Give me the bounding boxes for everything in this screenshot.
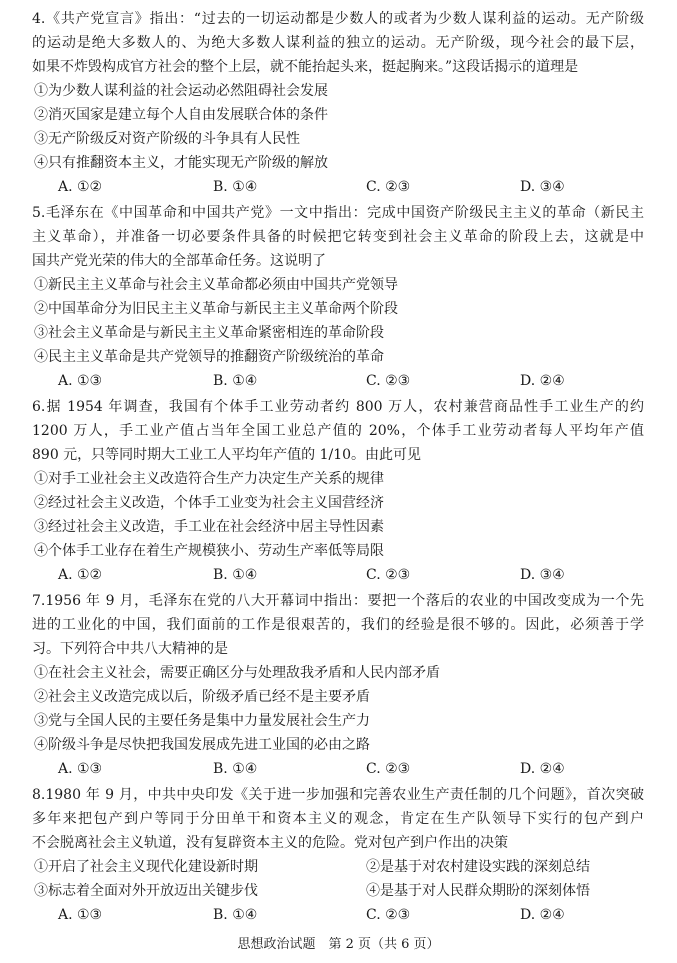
question-5-stem-line-1: 5.毛泽东在《中国革命和中国共产党》一文中指出：完成中国资产阶级民主主义的革命（新民主: [32, 205, 644, 221]
choice-b: B. ①④: [213, 567, 258, 583]
question-5-stem-line-3: 国共产党光荣的伟大的全部革命任务。这说明了: [32, 253, 326, 269]
choice-a: A. ①②: [58, 567, 103, 583]
question-6-option-4: ④个体手工业存在着生产规模狭小、劳动生产率低等局限: [34, 543, 384, 559]
question-8-option-4: ④是基于对人民群众期盼的深刻体悟: [366, 883, 590, 899]
choice-d: D. ②④: [520, 373, 565, 389]
question-8-stem-line-3: 不会脱离社会主义轨道，没有复辟资本主义的危险。党对包产到户作出的决策: [32, 835, 508, 851]
question-6-option-3: ③经过社会主义改造，手工业在社会经济中居主导性因素: [34, 519, 384, 535]
page-footer: 思想政治试题 第 2 页（共 6 页）: [237, 937, 440, 952]
question-7-option-3: ③党与全国人民的主要任务是集中力量发展社会生产力: [34, 713, 370, 729]
choice-c: C. ②③: [366, 907, 411, 923]
question-5-option-1: ①新民主主义革命与社会主义革命都必须由中国共产党领导: [34, 277, 398, 293]
question-5-stem-line-2: 主义革命），并准备一切必要条件具备的时候把它转变到社会主义革命的阶段上去，这就是中: [32, 229, 644, 245]
choice-d: D. ②④: [520, 907, 565, 923]
choice-b: B. ①④: [213, 761, 258, 777]
question-8-stem-line-2: 多年来把包产到户等同于分田单干和资本主义的观念，肯定在生产队领导下实行的包产到户: [32, 811, 644, 827]
choice-a: A. ①③: [58, 907, 103, 923]
choice-a: A. ①③: [58, 373, 103, 389]
question-7-option-2: ②社会主义改造完成以后，阶级矛盾已经不是主要矛盾: [34, 689, 370, 705]
choice-c: C. ②③: [366, 179, 411, 195]
question-5-option-4: ④民主主义革命是共产党领导的推翻资产阶级统治的革命: [34, 349, 384, 365]
question-4-option-4: ④只有推翻资本主义，才能实现无产阶级的解放: [34, 155, 328, 171]
question-7-option-4: ④阶级斗争是尽快把我国发展成先进工业国的必由之路: [34, 737, 370, 753]
question-8-option-1: ①开启了社会主义现代化建设新时期: [34, 859, 258, 875]
question-7-choices: [0, 758, 677, 780]
question-7-option-1: ①在社会主义社会，需要正确区分与处理敌我矛盾和人民内部矛盾: [34, 665, 440, 681]
choice-c: C. ②③: [366, 373, 411, 389]
choice-c: C. ②③: [366, 567, 411, 583]
question-4-stem-line-2: 的运动是绝大多数人的、为绝大多数人谋利益的独立的运动。无产阶级，现今社会的最下层，: [32, 35, 644, 51]
choice-a: A. ①②: [58, 179, 103, 195]
choice-d: D. ②④: [520, 761, 565, 777]
question-8-option-3: ③标志着全面对外开放迈出关键步伐: [34, 883, 258, 899]
question-4-option-3: ③无产阶级反对资产阶级的斗争具有人民性: [34, 131, 300, 147]
choice-d: D. ③④: [520, 567, 565, 583]
question-8-option-2: ②是基于对农村建设实践的深刻总结: [366, 859, 590, 875]
question-7-stem-line-1: 7.1956 年 9 月，毛泽东在党的八大开幕词中指出：要把一个落后的农业的中国改变成为一个先: [32, 593, 644, 609]
question-6-stem-line-1: 6.据 1954 年调查，我国有个体手工业劳动者约 800 万人，农村兼营商品性手工业生产的约: [32, 399, 644, 415]
question-4-stem-line-1: 4.《共产党宣言》指出：“过去的一切运动都是少数人的或者为少数人谋利益的运动。无产阶级: [32, 11, 644, 27]
choice-b: B. ①④: [213, 179, 258, 195]
question-4-option-1: ①为少数人谋利益的社会运动必然阻碍社会发展: [34, 83, 328, 99]
question-6-option-2: ②经过社会主义改造，个体手工业变为社会主义国营经济: [34, 495, 384, 511]
question-8-options-row-1: [0, 856, 677, 878]
question-5-option-3: ③社会主义革命是与新民主主义革命紧密相连的革命阶段: [34, 325, 384, 341]
choice-d: D. ③④: [520, 179, 565, 195]
question-6-choices: [0, 564, 677, 586]
question-4-option-2: ②消灭国家是建立每个人自由发展联合体的条件: [34, 107, 328, 123]
question-8-choices: [0, 904, 677, 926]
choice-b: B. ①④: [213, 907, 258, 923]
question-4-stem-line-3: 如果不炸毁构成官方社会的整个上层，就不能抬起头来，挺起胸来。”这段话揭示的道理是: [32, 59, 579, 75]
question-8-options-row-2: [0, 880, 677, 902]
question-7-stem-line-3: 习。下列符合中共八大精神的是: [32, 641, 228, 657]
question-5-option-2: ②中国革命分为旧民主主义革命与新民主主义革命两个阶段: [34, 301, 398, 317]
question-6-stem-line-2: 1200 万人，手工业产值占当年全国工业总产值的 20%，个体手工业劳动者每人平均年产值: [32, 423, 644, 439]
question-6-option-1: ①对手工业社会主义改造符合生产力决定生产关系的规律: [34, 471, 384, 487]
question-6-stem-line-3: 890 元，只等同时期大工业工人平均年产值的 1/10。由此可见: [32, 447, 422, 463]
question-5-choices: [0, 370, 677, 392]
question-4-choices: [0, 176, 677, 198]
choice-c: C. ②③: [366, 761, 411, 777]
question-7-stem-line-2: 进的工业化的中国，我们面前的工作是很艰苦的，我们的经验是很不够的。因此，必须善于学: [32, 617, 644, 633]
choice-b: B. ①④: [213, 373, 258, 389]
question-8-stem-line-1: 8.1980 年 9 月，中共中央印发《关于进一步加强和完善农业生产责任制的几个问题》，首次突破: [32, 787, 644, 803]
choice-a: A. ①③: [58, 761, 103, 777]
